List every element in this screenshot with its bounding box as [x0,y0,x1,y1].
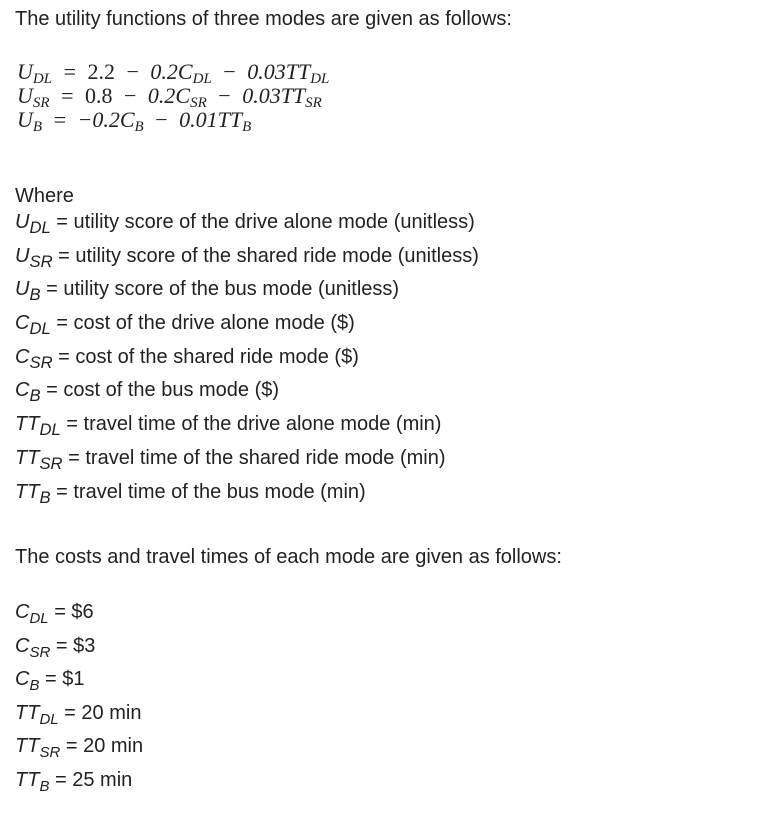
definition-row [15,275,479,309]
eq-lhs: U [17,59,33,84]
def-subscript: DL [39,420,61,440]
def-subscript: B [29,386,41,406]
equation-drive-alone [17,59,330,87]
eq-term-sub: DL [192,71,212,87]
def-subscript: SR [29,251,53,271]
values-heading: The costs and travel times of each mode are given as follows: [15,546,562,568]
equals-sign: = [53,107,66,132]
def-text: = travel time of the bus mode (min) [50,480,366,503]
value-subscript: B [39,777,50,795]
def-symbol: C [15,312,30,335]
value-symbol: TT [15,735,40,758]
eq-term: 0.03TT [247,59,311,84]
eq-term: 0.2C [147,83,191,108]
definition-row [15,309,479,343]
value-text: = $6 [48,601,94,623]
def-symbol: TT [15,446,40,469]
definition-row [15,208,479,242]
def-text: = cost of the drive alone mode ($) [50,312,355,335]
eq-term: 0.8 [84,83,113,108]
def-subscript: DL [29,319,51,339]
eq-operator: − [223,59,236,84]
value-text: = $1 [39,668,85,691]
eq-term: 0.01TT [179,107,243,132]
def-subscript: SR [29,352,53,372]
def-subscript: DL [29,218,51,237]
value-symbol: C [15,668,30,691]
def-symbol: U [15,211,30,233]
where-label: Where [15,185,74,207]
equals-sign: = [61,83,74,108]
eq-term-sub: SR [190,95,207,111]
def-text: = travel time of the drive alone mode (min) [60,413,442,436]
equation-bus [17,107,329,135]
def-symbol: TT [15,480,40,503]
def-text: = travel time of the shared ride mode (min) [62,446,446,469]
definition-row [15,444,479,478]
def-symbol: TT [15,413,40,436]
eq-term: 0.03TT [242,83,306,108]
value-text: = $3 [50,634,96,657]
value-subscript: SR [29,643,51,661]
value-subscript: DL [29,610,49,627]
value-subscript: SR [39,744,61,762]
eq-operator: − [218,83,231,108]
value-row [15,598,143,632]
eq-term: −0.2C [77,107,135,132]
eq-term: 0.2C [150,59,193,84]
value-subscript: DL [39,710,59,728]
eq-term: 2.2 [87,59,115,84]
def-subscript: B [29,285,41,305]
value-row [15,632,143,666]
eq-operator: − [123,83,137,108]
value-text: = 25 min [49,768,133,791]
def-text: = cost of the shared ride mode ($) [52,345,359,368]
intro-text: The utility functions of three modes are given as follows: [15,8,512,30]
definition-row [15,242,479,276]
eq-lhs: U [17,107,33,132]
def-symbol: C [15,379,30,402]
def-text: = utility score of the shared ride mode (unitless) [52,244,479,267]
definition-row [15,410,479,444]
eq-term-sub: B [134,119,144,135]
value-symbol: C [15,634,30,657]
value-row [15,766,143,800]
value-symbol: TT [15,768,40,791]
def-text: = cost of the bus mode ($) [40,379,280,402]
eq-operator: − [126,59,139,84]
def-symbol: C [15,345,30,368]
equation-shared-ride [17,83,329,111]
definition-row [15,343,479,377]
eq-lhs-sub: B [32,119,43,135]
definitions-list [15,208,479,511]
eq-term-sub: DL [310,71,330,87]
eq-operator: − [155,107,168,132]
def-text: = utility score of the bus mode (unitless) [40,278,400,301]
value-text: = 20 min [58,701,142,724]
def-symbol: U [15,244,30,267]
def-text: = utility score of the drive alone mode (unitless) [50,211,475,233]
value-row [15,665,143,699]
definition-row [15,376,479,410]
value-subscript: B [29,677,40,695]
equals-sign: = [63,59,76,84]
eq-lhs-sub: DL [32,71,53,87]
value-symbol: C [15,601,30,623]
eq-lhs: U [17,83,33,108]
definition-row [15,478,479,512]
value-text: = 20 min [60,735,144,758]
value-row [15,699,143,733]
eq-lhs-sub: SR [32,95,50,111]
def-subscript: B [39,487,51,507]
def-subscript: SR [39,453,63,473]
equation-block [17,59,330,135]
value-row [15,732,143,766]
def-symbol: U [15,278,30,301]
values-list [15,598,143,800]
eq-term-sub: SR [305,95,322,111]
value-symbol: TT [15,701,40,724]
eq-term-sub: B [242,119,252,135]
